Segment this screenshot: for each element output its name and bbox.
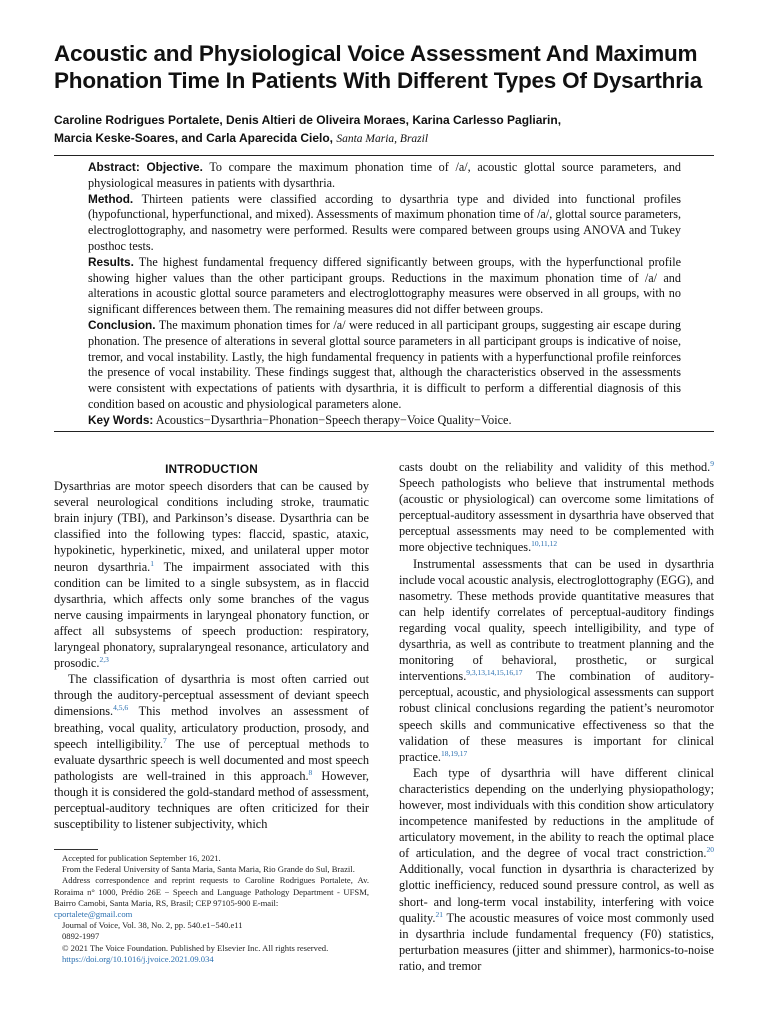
abstract-results xyxy=(88,255,681,318)
abstract-keywords xyxy=(88,413,681,429)
citation-link[interactable]: 21 xyxy=(435,909,443,919)
author-line-2 xyxy=(54,129,734,148)
citation-link[interactable]: 2,3 xyxy=(99,655,109,665)
citation-link[interactable]: 10,11,12 xyxy=(531,539,558,549)
citation-link[interactable]: 1 xyxy=(150,558,154,568)
citation-link[interactable]: 9,3,13,14,15,16,17 xyxy=(466,668,523,678)
conclusion-label: Conclusion. xyxy=(88,317,156,332)
abstract-label: Abstract: xyxy=(88,160,140,174)
method-label: Method. xyxy=(88,191,134,206)
citation-link[interactable]: 8 xyxy=(308,767,313,777)
footnote-accepted: Accepted for publication September 16, 2021. xyxy=(62,853,221,863)
objective-text: To compare the maximum phonation time of /a/, acoustic glottal source parameters, and physiological measures in patients with dysarthria. xyxy=(88,160,682,190)
footnote-doi-line xyxy=(54,954,369,965)
intro-paragraph-2-cont: casts doubt on the reliability and validity of this method.$^9$ Speech pathologists who believe that instrumental methods (acoustic or physiological) can overcome some limitations of perceptual-auditory assessment in dysarthria have observed that perceptual assessments may need to be complemented with more objective techniques.$^{10,11,12}$ xyxy=(399,458,714,555)
footnote-rule xyxy=(54,849,98,850)
method-text: Thirteen patients were classified according to dysarthria type and divided into functional profiles (hypofunctional, hyperfunctional, and mixed). Assessments of maximum phonation time of /a/, glottal source parameters, electroglottography, and nasometry were performed. Results were compared between groups using ANOVA and Tukey posthoc tests. xyxy=(88,191,681,253)
author-affiliation: Santa Maria, Brazil xyxy=(336,133,429,145)
abstract-block xyxy=(88,160,681,429)
intro-paragraph-4: Each type of dysarthria will have different clinical characteristics depending on the underlying physiopathology; however, most individuals with this condition show articulatory incompetence manifested by reductions in the amplitude of articulatory movement, in the ability to reach the optimal place of articulation, and the degree of vocal tract constriction.$^{20}$ Additionally, vocal function in dysarthria is characterized by glottic inefficiency, reduced sound pressure control, as well as short- and long-term vocal instability, interfering with voice quality.$^{21}$ The acoustic measures of voice most commonly used in dysarthria include fundamental frequency (F0) statistics, perturbation measures (jitter and shimmer), harmonics-to-noise ratio, and tremor xyxy=(399,765,714,973)
footnote-email-line xyxy=(54,909,369,920)
intro-paragraph-3: Instrumental assessments that can be used in dysarthria include vocal acoustic analysis, electroglottography (EGG), and nasometry. These methods provide quantitative measures that can help identify correlates of perceptual-auditory findings regarding vocal quality, speech intelligibility, and type of dysarthria, as well as contribute to treatment planning and the monitoring of behavioral, prosthetic, or surgical interventions.$^{9,3,13,14,15,16,17}$ The combination of auditory-perceptual, acoustic, and physiological assessments can support robust clinical conclusions regarding the patient’s neuromotor speech skills and communicative effectiveness so that the validation of these measures is important for clinical practice.$^{18,19,17}$ xyxy=(399,556,714,764)
footnote-issn: 0892-1997 xyxy=(62,931,100,942)
right-column xyxy=(399,459,714,974)
abstract-top-rule xyxy=(54,155,714,156)
keywords-label: Key Words: xyxy=(88,412,154,427)
citation-link[interactable]: 7 xyxy=(163,735,167,745)
citation-link[interactable]: 18,19,17 xyxy=(440,748,468,758)
footnotes xyxy=(54,853,369,965)
abstract-method xyxy=(88,192,681,255)
article-title: Acoustic and Physiological Voice Assessment And Maximum Phonation Time In Patients With Different Types Of Dysarthria xyxy=(54,41,703,93)
footnote-journal: Journal of Voice, Vol. 38, No. 2, pp. 540.e1−540.e11 xyxy=(62,920,243,931)
abstract-objective xyxy=(88,160,681,192)
citation-link[interactable]: 20 xyxy=(706,845,714,855)
author-names: Marcia Keske-Soares, and Carla Aparecida Cielo, xyxy=(54,131,334,145)
abstract-conclusion xyxy=(88,318,681,413)
intro-paragraph-1: Dysarthrias are motor speech disorders that can be caused by several neurological conditions including stroke, traumatic brain injury (TBI), and Parkinson’s disease. Dysarthria can be classified into the following types: flaccid, spastic, ataxic, hypokinetic, hyperkinetic, mixed, and unilateral upper motor neuron dysarthria.$^1$ The impairment associated with this condition can be limited to a single subsystem, as in flaccid dysarthria, which affects only some branches of the vagus nerve causing impairments in laryngeal phonatory function, or affect all subsystems of speech production: respiratory, laryngeal phonatory, supralaryngeal resonance, articulatory and prosodic.$^{2,3}$ xyxy=(54,479,369,671)
citation-link[interactable]: 9 xyxy=(710,458,714,468)
abstract-bottom-rule xyxy=(54,431,714,432)
results-label: Results. xyxy=(88,254,134,269)
objective-label: Objective. xyxy=(146,160,203,174)
footnote-address: Address correspondence and reprint requests to Caroline Rodrigues Portalete, Av. Roraima n° 1000, Prédio 26E − Speech and Language Pathology Department - UFSM, Bairro Camobi, Santa Maria, RS, Brasil; CEP 97105-900 E-mail: xyxy=(54,875,369,908)
conclusion-text: The maximum phonation times for /a/ were reduced in all participant groups, suggesting air escape during phonation. The presence of alterations in several glottal source parameters in all participant groups is indicative of noise, tremor, and vocal instability. Lastly, the high fundamental frequency in patients with a hyperfunctional profile reinforces the presence of vocal instability. These findings suggest that, although the characteristics observed in the assessments were consistent with expectations of patients with dysarthria, it is difficult to perform a differential diagnosis of this condition based on acoustic and physiological parameters alone. xyxy=(88,317,681,411)
footnote-copyright: © 2021 The Voice Foundation. Published by Elsevier Inc. All rights reserved. xyxy=(62,942,329,953)
left-column xyxy=(54,459,369,832)
email-link[interactable]: cportalete@gmail.com xyxy=(54,909,133,920)
intro-paragraph-2: The classification of dysarthria is most often carried out through the auditory-perceptual assessment of deviant speech dimensions.$^{4,5,6}$ This method involves an assessment of breathing, vocal quality, articulatory production, prosody, and speech intelligibility.$^7$ The use of perceptual methods to evaluate dysarthric speech is well documented and most speech pathologists are well-trained in this approach.$^8$ However, though it is considered the gold-standard method of assessment, perceptual-auditory techniques are often criticized for their susceptibility to listener subjectivity, which xyxy=(54,672,369,832)
doi-link[interactable]: https://doi.org/10.1016/j.jvoice.2021.09.034 xyxy=(62,953,214,964)
author-line-1: Caroline Rodrigues Portalete, Denis Altieri de Oliveira Moraes, Karina Carlesso Pagliarin, xyxy=(54,113,562,127)
results-text: The highest fundamental frequency differed significantly between groups, with the hyperfunctional profile showing higher values than the other participant groups. Reductions in the maximum phonation time of /a/ and alterations in acoustic glottal source parameters and electroglottography measures were observed in all groups, with no significant differences between them. The remaining measures did not differ between groups. xyxy=(88,254,682,317)
citation-link[interactable]: 4,5,6 xyxy=(113,703,129,713)
footnote-affiliation: From the Federal University of Santa Maria, Santa Maria, Rio Grande do Sul, Brazil. xyxy=(62,864,355,875)
keywords-text: Acoustics−Dysarthria−Phonation−Speech therapy−Voice Quality−Voice. xyxy=(155,412,512,427)
introduction-heading: INTRODUCTION xyxy=(165,462,258,476)
author-list xyxy=(54,111,734,148)
